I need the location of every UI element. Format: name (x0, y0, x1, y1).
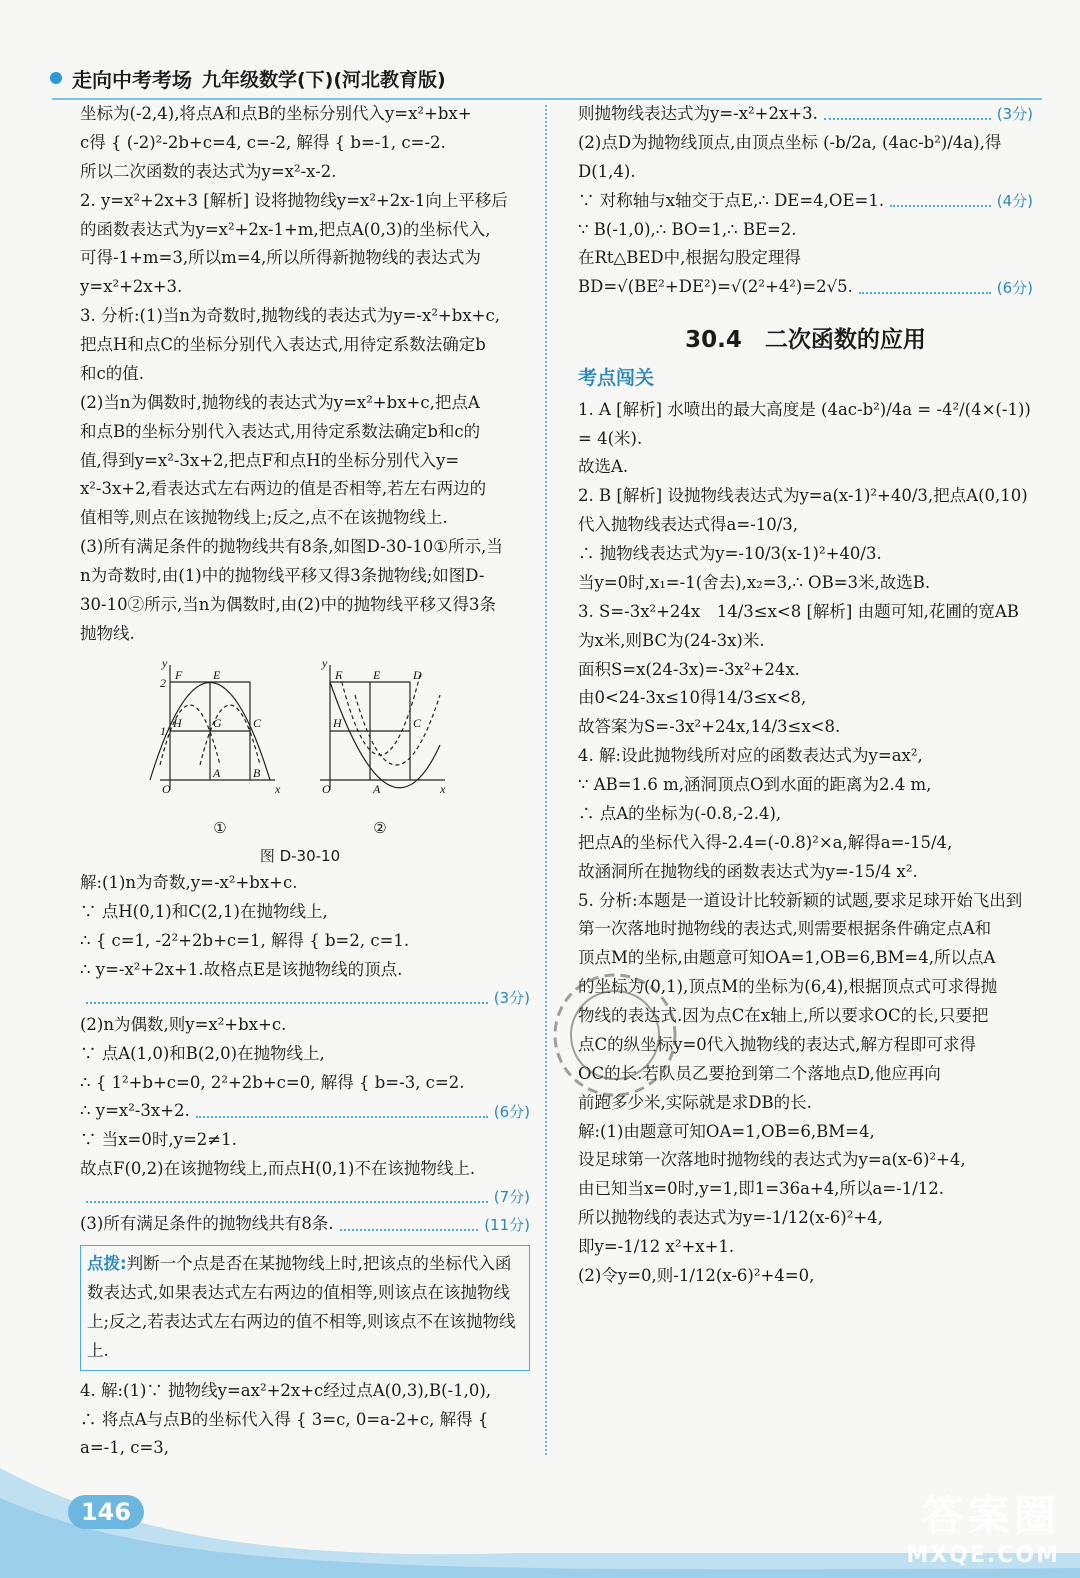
fig-letter: O (162, 781, 171, 796)
fig-letter: 1 (160, 723, 166, 738)
q4-line: ∴ 将点A与点B的坐标代入得 { 3=c, 0=a-2+c, 解得 { a=-1, c=3, (80, 1409, 489, 1458)
right-line: 点C的纵坐标y=0代入抛物线的表达式,解方程即可求得 (578, 1034, 977, 1054)
score-row (578, 187, 1033, 216)
fig-letter: y (162, 655, 168, 670)
solution-line: ∴ { 1²+b+c=0, 2²+2b+c=0, 解得 { b=-3, c=2. (80, 1072, 465, 1092)
fig-letter: C (253, 715, 262, 730)
right-line: 即y=-1/12 x²+x+1. (578, 1237, 735, 1256)
watermark-stamp-icon (540, 960, 690, 1110)
right-line: 的坐标为(0,1),顶点M的坐标为(6,4),根据顶点式可求得抛 (578, 977, 998, 997)
right-line: 物线的表达式.因为点C在x轴上,所以要求OC的长,只要把 (578, 1006, 989, 1025)
right-line: 则抛物线表达式为y=-x²+2x+3. (578, 104, 818, 123)
right-line: ∴ 抛物线表达式为y=-10/3(x-1)²+40/3. (578, 544, 882, 563)
left-line: 抛物线. (80, 623, 135, 643)
fig-letter: A (213, 765, 221, 780)
right-column (578, 100, 1033, 1291)
fig-letter: F (335, 667, 343, 682)
fig1-label: ① (213, 818, 227, 837)
left-line: 2. y=x²+2x+3 [解析] 设将抛物线y=x²+2x-1向上平移后 (80, 190, 508, 210)
site-watermark (906, 1483, 1060, 1568)
fig-letter: B (253, 765, 261, 780)
tip-box (80, 1245, 530, 1371)
page-number: 146 (68, 1495, 144, 1529)
score-label: (6分) (493, 1102, 530, 1121)
fig-letter: E (373, 667, 381, 682)
left-line: 坐标为(-2,4),将点A和点B的坐标分别代入y=x²+bx+ (80, 104, 472, 123)
left-line: 值相等,则点在该抛物线上;反之,点不在该抛物线上. (80, 508, 448, 528)
right-line: 3. S=-3x²+24x 14/3≤x<8 [解析] 由题可知,花圃的宽AB (578, 601, 1019, 621)
left-line: 所以二次函数的表达式为y=x²-x-2. (80, 161, 337, 181)
watermark-title: 答案圈 (921, 1491, 1060, 1540)
fig-letter: C (413, 715, 422, 730)
right-line: 面积S=x(24-3x)=-3x²+24x. (578, 659, 800, 679)
page-header (50, 62, 446, 94)
solution-line: ∵ 点H(0,1)和C(2,1)在抛物线上, (80, 901, 328, 921)
score-row (578, 100, 1033, 129)
watermark-url: MXQE.COM (906, 1543, 1060, 1568)
solution-line: ∴ y=-x²+2x+1.故格点E是该抛物线的顶点. (80, 959, 403, 979)
left-line: 值,得到y=x²-3x+2,把点F和点H的坐标分别代入y= (80, 450, 460, 470)
right-line: OC的长.若队员乙要抢到第二个落地点D,他应再向 (578, 1063, 941, 1083)
parabola-grids-figure (140, 655, 460, 805)
right-line: 2. B [解析] 设抛物线表达式为y=a(x-1)²+40/3,把点A(0,10) (578, 486, 1028, 506)
score-label: (6分) (996, 278, 1033, 297)
solution-line: ∴ { c=1, -2²+2b+c=1, 解得 { b=2, c=1. (80, 930, 410, 950)
right-line: 设足球第一次落地时抛物线的表达式为y=a(x-6)²+4, (578, 1150, 966, 1170)
left-line: (3)所有满足条件的抛物线共有8条,如图D-30-10①所示,当 (80, 537, 503, 557)
right-line: D(1,4). (578, 161, 636, 181)
right-line: 当y=0时,x₁=-1(舍去),x₂=3,∴ OB=3米,故选B. (578, 572, 931, 592)
solution-line: 故点F(0,2)在该抛物线上,而点H(0,1)不在该抛物线上. (80, 1159, 476, 1179)
header-dot-icon (50, 72, 62, 84)
left-line: 的函数表达式为y=x²+2x-1+m,把点A(0,3)的坐标代入, (80, 219, 491, 239)
fig-letter: G (213, 715, 222, 730)
right-line: 故答案为S=-3x²+24x,14/3≤x<8. (578, 717, 841, 737)
solution-line: (2)n为偶数,则y=x²+bx+c. (80, 1014, 287, 1034)
right-line: 1. A [解析] 水喷出的最大高度是 (4ac-b²)/4a = -4²/(4×(-1)) = 4(米). (578, 399, 1031, 448)
left-line: x²-3x+2,看表达式左右两边的值是否相等,若左右两边的 (80, 479, 487, 499)
fig-letter: D (413, 667, 422, 682)
section-title: 30.4 二次函数的应用 (685, 327, 926, 354)
right-line: (2)点D为抛物线顶点,由顶点坐标 (-b/2a, (4ac-b²)/4a),得 (578, 132, 1002, 152)
solution-line: ∴ y=x²-3x+2. (80, 1101, 190, 1121)
score-label: (11分) (484, 1215, 530, 1234)
figure-caption: 图 D-30-10 (259, 846, 341, 865)
solution-line: (3)所有满足条件的抛物线共有8条. (80, 1214, 334, 1234)
tip-text: 判断一个点是否在某抛物线上时,把该点的坐标代入函数表达式,如果表达式左右两边的值相等,则该点在该抛物线上;反之,若表达式左右两边的值不相等,则该点不在该抛物线上. (87, 1254, 516, 1360)
right-line: 顶点M的坐标,由题意可知OA=1,OB=6,BM=4,所以点A (578, 948, 996, 968)
fig-letter: 2 (160, 675, 166, 690)
tip-title: 点拨: (87, 1254, 127, 1274)
right-line: 故涵洞所在抛物线的函数表达式为y=-15/4 x². (578, 861, 918, 881)
fig-letter: y (322, 655, 328, 670)
right-line: 所以抛物线的表达式为y=-1/12(x-6)²+4, (578, 1208, 883, 1228)
header-brand: 走向中考考场 (72, 67, 192, 92)
left-line: c得 { (-2)²-2b+c=4, c=-2, 解得 { b=-1, c=-2. (80, 132, 446, 152)
header-subtitle: 九年级数学(下)(河北教育版) (202, 68, 446, 91)
score-row (578, 273, 1033, 302)
fig-letter: O (322, 781, 331, 796)
score-row (80, 1210, 530, 1239)
score-row (80, 1184, 530, 1210)
solution-line: ∵ 点A(1,0)和B(2,0)在抛物线上, (80, 1043, 325, 1063)
left-line: n为奇数时,由(1)中的抛物线平移又得3条抛物线;如图D- (80, 566, 485, 585)
right-line: ∵ B(-1,0),∴ BO=1,∴ BE=2. (578, 219, 797, 239)
fig-letter: x (440, 781, 446, 796)
figure-d-30-10 (140, 655, 460, 869)
left-line: y=x²+2x+3. (80, 277, 183, 297)
fig-letter: H (333, 715, 342, 730)
right-line: 在Rt△BED中,根据勾股定理得 (578, 248, 801, 268)
right-line: BD=√(BE²+DE²)=√(2²+4²)=2√5. (578, 277, 853, 297)
left-line: 和点B的坐标分别代入表达式,用待定系数法确定b和c的 (80, 421, 481, 441)
left-line: 30-10②所示,当n为偶数时,由(2)中的抛物线平移又得3条 (80, 594, 497, 614)
right-line: 把点A的坐标代入得-2.4=(-0.8)²×a,解得a=-15/4, (578, 832, 953, 852)
left-line: 可得-1+m=3,所以m=4,所以所得新抛物线的表达式为 (80, 248, 481, 268)
right-line: ∵ AB=1.6 m,涵洞顶点O到水面的距离为2.4 m, (578, 775, 932, 794)
right-line: 由已知当x=0时,y=1,即1=36a+4,所以a=-1/12. (578, 1179, 945, 1199)
fig2-label: ② (373, 818, 387, 837)
fig-letter: x (275, 781, 281, 796)
fig-letter: H (173, 715, 182, 730)
left-line: 和c的值. (80, 363, 144, 383)
solution-line: ∵ 当x=0时,y=2≠1. (80, 1130, 237, 1150)
column-divider (545, 105, 547, 1455)
right-line: 5. 分析:本题是一道设计比较新颖的试题,要求足球开始飞出到 (578, 890, 1023, 910)
score-row (80, 985, 530, 1011)
fig-letter: F (175, 667, 183, 682)
left-line: (2)当n为偶数时,抛物线的表达式为y=x²+bx+c,把点A (80, 392, 480, 412)
fig-letter: A (373, 781, 381, 796)
score-label: (3分) (996, 105, 1033, 124)
right-line: 4. 解:设此抛物线所对应的函数表达式为y=ax², (578, 746, 923, 766)
right-line: 第一次落地时抛物线的表达式,则需要根据条件确定点A和 (578, 919, 992, 939)
right-line: 故选A. (578, 457, 629, 477)
right-line: 代入抛物线表达式得a=-10/3, (578, 515, 799, 535)
right-line: ∵ 对称轴与x轴交于点E,∴ DE=4,OE=1. (578, 190, 885, 210)
right-line: 由0<24-3x≤10得14/3≤x<8, (578, 688, 807, 708)
score-label: (4分) (996, 191, 1033, 210)
left-line: 3. 分析:(1)当n为奇数时,抛物线的表达式为y=-x²+bx+c, (80, 306, 500, 326)
solution-line: 解:(1)n为奇数,y=-x²+bx+c. (80, 873, 298, 892)
right-line: (2)令y=0,则-1/12(x-6)²+4=0, (578, 1265, 815, 1285)
left-line: 把点H和点C的坐标分别代入表达式,用待定系数法确定b (80, 335, 486, 354)
score-row (80, 1097, 530, 1126)
right-line: ∴ 点A的坐标为(-0.8,-2.4), (578, 803, 782, 823)
left-column (80, 100, 530, 1463)
score-label: (7分) (493, 1188, 530, 1206)
right-line: 为x米,则BC为(24-3x)米. (578, 630, 765, 650)
right-line: 前跑多少米,实际就是求DB的长. (578, 1092, 812, 1112)
fig-letter: E (213, 667, 221, 682)
right-line: 解:(1)由题意可知OA=1,OB=6,BM=4, (578, 1121, 875, 1141)
q4-line: 4. 解:(1)∵ 抛物线y=ax²+2x+c经过点A(0,3),B(-1,0), (80, 1380, 492, 1400)
section-subtitle: 考点闯关 (578, 367, 655, 390)
score-label: (3分) (493, 988, 530, 1007)
